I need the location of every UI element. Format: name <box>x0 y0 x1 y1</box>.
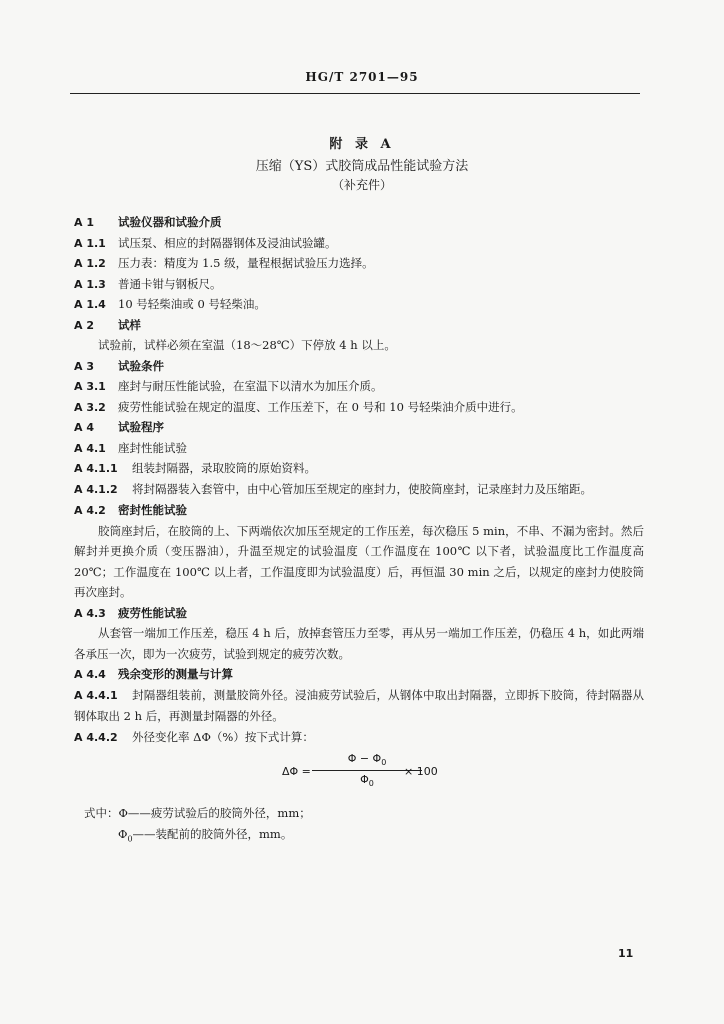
section-line <box>74 274 644 295</box>
clause-number: A 4.1.2 <box>74 482 118 496</box>
formula-denominator: $\Phi_0$ <box>360 773 374 789</box>
formula-numerator: $\Phi - \Phi_0$ <box>347 752 387 768</box>
formula-rhs: × 100 <box>404 765 438 778</box>
clause-title: 密封性能试验 <box>118 503 187 517</box>
formula-diameter-change <box>282 752 462 802</box>
header-rule <box>70 93 640 94</box>
clause-number: A 4.2 <box>74 504 106 517</box>
clause-title: 残余变形的测量与计算 <box>118 667 233 681</box>
clause-number: A 4 <box>74 421 94 434</box>
definition-row-2: $\Phi_0——$装配前的胶筒外径，mm。 <box>118 827 293 844</box>
paragraph-a412 <box>74 479 644 501</box>
clause-text: 试压泵、相应的封隔器钢体及浸油试验罐。 <box>118 235 337 250</box>
paragraph-a43: 从套管一端加工作压差，稳压 4 h 后，放掉套管压力至零，再从另一端加工作压差，仍稳压 4 h，如此两端各承压一次，即为一次疲劳，试验到规定的疲劳次数。 <box>74 626 644 661</box>
clause-number: A 1.1 <box>74 236 106 250</box>
clause-number: A 4.3 <box>74 606 106 620</box>
clause-text: 普通卡钳与钢板尺。 <box>118 276 222 291</box>
paragraph-a42: 胶筒座封后，在胶筒的上、下两端依次加压至规定的工作压差，每次稳压 5 min，不串、不漏为密封。然后解封并更换介质（变压器油），升温至规定的试验温度（工作温度在 100℃ 以下者，试验温度比工作温度高 20℃；工作温度在 100℃ 以上者，工作温度即为试验温度）后，再恒温 30 min 之后，以规定的座封力使胶筒再次座封。 <box>74 523 644 599</box>
section-line <box>74 335 644 356</box>
clause-text: 封隔器组装前，测量胶筒外径。浸油疲劳试验后，从钢体中取出封隔器，立即拆下胶筒，待封隔器从钢体取出 2 h 后，再测量封隔器的外径。 <box>74 687 644 723</box>
page-number: 11 <box>618 947 634 960</box>
clause-number: A 4.1 <box>74 441 106 455</box>
clause-a42 <box>74 500 644 521</box>
section-line <box>74 356 644 377</box>
clause-text: 疲劳性能试验在规定的温度、工作压差下，在 0 号和 10 号轻柴油介质中进行。 <box>118 399 523 414</box>
clause-number: A 4.4.2 <box>74 730 118 744</box>
clause-a44 <box>74 664 644 685</box>
section-line <box>74 438 644 459</box>
section-line <box>74 294 644 315</box>
clause-text: 外径变化率 ΔΦ（%）按下式计算： <box>132 729 314 744</box>
clause-text: 压力表：精度为 1.5 级，量程根据试验压力选择。 <box>118 256 374 270</box>
section-line <box>74 458 644 479</box>
clause-text: 座封与耐压性能试验，在室温下以清水为加压介质。 <box>118 379 383 393</box>
standard-code-header: HG/T 2701—95 <box>305 70 419 84</box>
clause-number: A 3.1 <box>74 380 106 393</box>
document-body <box>74 212 644 747</box>
clause-number: A 4.1.1 <box>74 462 118 475</box>
paragraph-a441 <box>74 685 644 727</box>
section-line <box>74 397 644 418</box>
section-line <box>74 417 644 438</box>
section-line <box>74 212 644 233</box>
section-line <box>74 233 644 254</box>
clause-number: A 1.2 <box>74 257 106 270</box>
clause-text: 试验程序 <box>118 420 164 434</box>
annex-subtitle: 压缩（YS）式胶筒成品性能试验方法 <box>255 159 469 174</box>
clause-a442 <box>74 727 644 748</box>
clause-number: A 3 <box>74 359 94 373</box>
section-line <box>74 253 644 274</box>
clause-text: 试验前，试样必须在室温（18～28℃）下停放 4 h 以上。 <box>98 338 396 352</box>
annex-note: （补充件） <box>331 178 392 192</box>
section-line <box>74 376 644 397</box>
clause-text: 10 号轻柴油或 0 号轻柴油。 <box>118 297 266 311</box>
clause-a43 <box>74 603 644 624</box>
clause-text: 将封隔器装入套管中，由中心管加压至规定的座封力，使胶筒座封，记录座封力及压缩距。 <box>132 481 592 496</box>
clause-number: A 2 <box>74 318 94 332</box>
clause-text: 试验条件 <box>118 358 164 373</box>
definition-row-1: 式中：Φ——疲劳试验后的胶筒外径，mm； <box>84 806 311 820</box>
clause-number: A 1 <box>74 216 94 229</box>
clause-title: 疲劳性能试验 <box>118 605 187 620</box>
clause-number: A 3.2 <box>74 400 106 414</box>
clause-text: 组装封隔器，录取胶筒的原始资料。 <box>132 461 316 475</box>
clause-text: 试样 <box>118 317 141 332</box>
clause-number: A 1.4 <box>74 298 106 311</box>
clause-text: 座封性能试验 <box>118 440 187 455</box>
clause-number: A 4.4 <box>74 668 106 681</box>
clause-text: 试验仪器和试验介质 <box>118 215 222 229</box>
clause-number: A 4.4.1 <box>74 688 118 702</box>
section-list <box>74 212 644 479</box>
formula-lhs: ΔΦ = <box>282 765 311 778</box>
formula-definitions <box>84 803 604 849</box>
clause-number: A 1.3 <box>74 277 106 291</box>
section-line <box>74 315 644 336</box>
annex-title: 附 录 A <box>329 137 395 152</box>
